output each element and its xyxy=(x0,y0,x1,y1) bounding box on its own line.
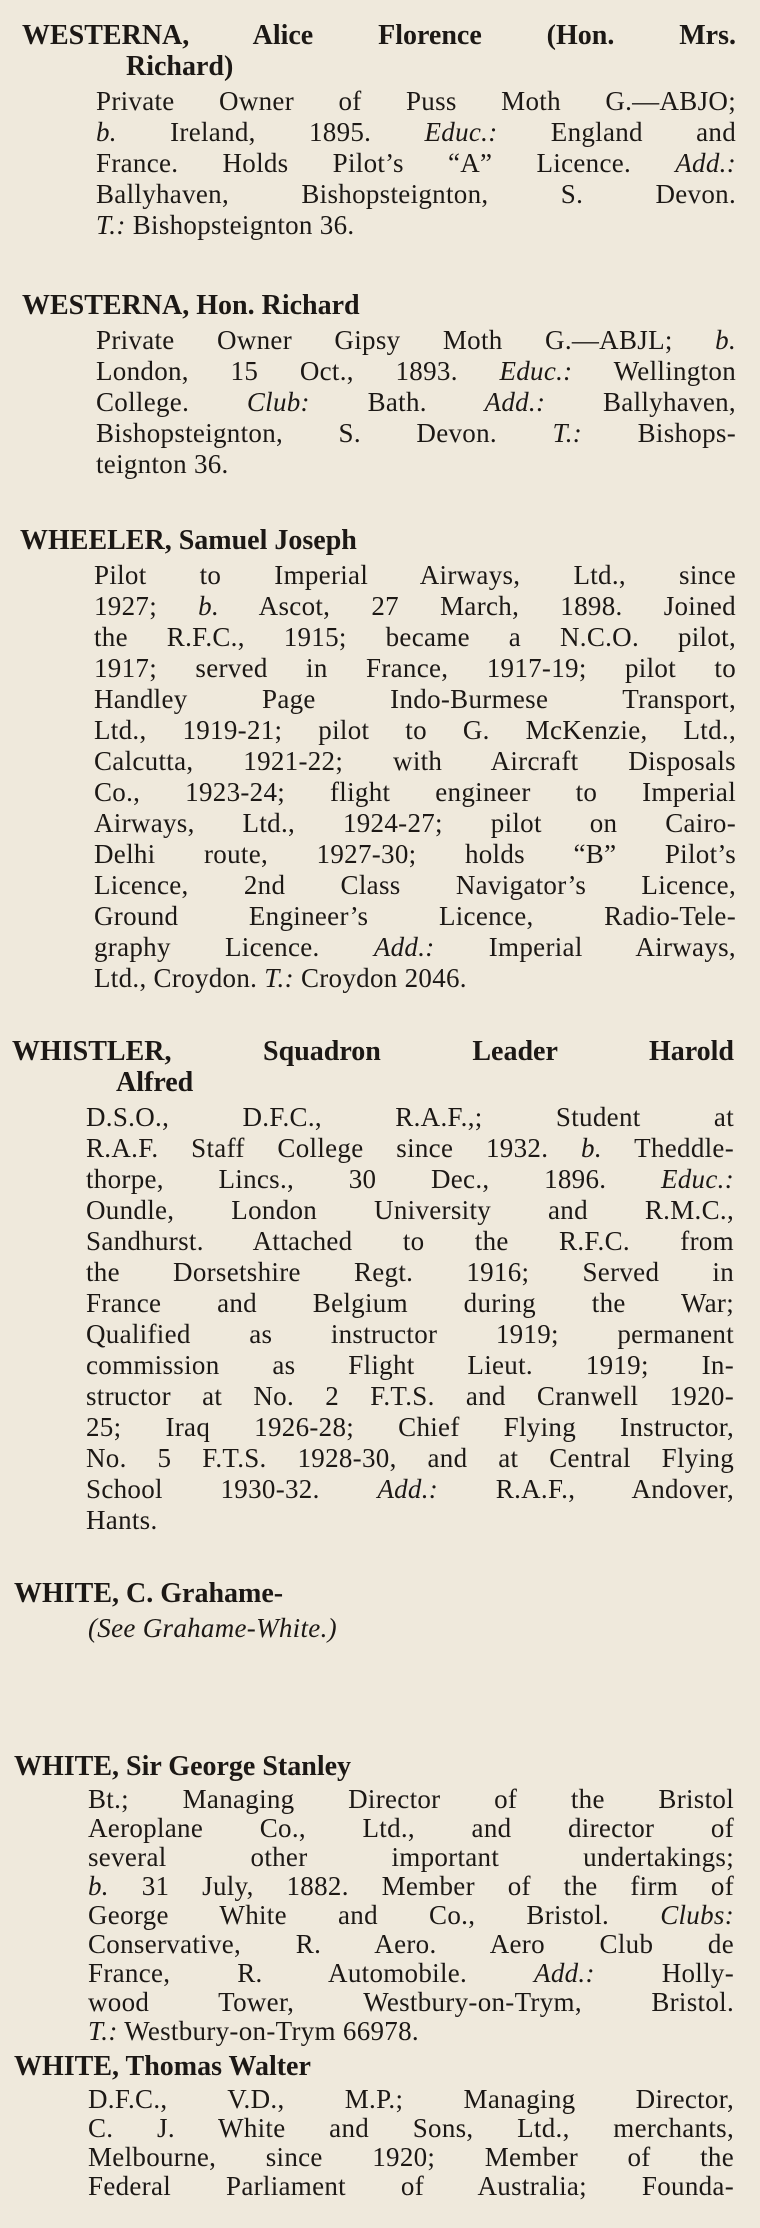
body-line xyxy=(88,1814,734,1843)
entry-heading: Richard) xyxy=(126,51,234,82)
italic-text: Add.: xyxy=(534,1958,595,1988)
italic-text: Club: xyxy=(246,387,310,417)
body-text: the R.F.C., 1915; became a N.C.O. pilot, xyxy=(94,622,736,652)
body-line xyxy=(86,1474,734,1505)
body-line xyxy=(88,2114,734,2143)
body-text: Delhi route, 1927-30; holds “B” Pilot’s xyxy=(94,839,736,869)
body-text: Aeroplane Co., Ltd., and director of xyxy=(88,1813,734,1843)
body-text: R.A.F., Andover, xyxy=(438,1474,734,1504)
italic-text: T.: xyxy=(264,963,294,993)
body-text: Melbourne, since 1920; Member of the xyxy=(88,2142,734,2172)
italic-text: b. xyxy=(88,1871,109,1901)
body-text: Theddle- xyxy=(601,1133,734,1163)
body-text: the Dorsetshire Regt. 1916; Served in xyxy=(86,1257,734,1287)
body-text: Wellington xyxy=(572,356,736,386)
italic-text: Add.: xyxy=(484,387,546,417)
body-line xyxy=(94,777,736,808)
body-text: Croydon 2046. xyxy=(293,963,467,993)
entry-body xyxy=(14,2085,734,2201)
body-text: Licence, 2nd Class Navigator’s Licence, xyxy=(94,870,736,900)
entry-heading: WHITE, C. Grahame- xyxy=(14,1578,284,1609)
body-line xyxy=(86,1102,734,1133)
italic-text: Educ.: xyxy=(499,356,573,386)
body-line xyxy=(88,2085,734,2114)
body-text: England and xyxy=(497,117,736,147)
italic-text: T.: xyxy=(88,2016,118,2046)
italic-text: T.: xyxy=(552,418,583,448)
entry-wheeler-samuel xyxy=(20,525,736,994)
body-text: R.A.F. Staff College since 1932. xyxy=(86,1133,582,1163)
body-line xyxy=(94,653,736,684)
body-text: France, R. Automobile. xyxy=(88,1958,535,1988)
body-line xyxy=(86,1133,734,1164)
italic-text: b. xyxy=(198,591,220,621)
body-line xyxy=(96,418,736,449)
body-text: teignton 36. xyxy=(96,449,229,479)
body-text: structor at No. 2 F.T.S. and Cranwell 1920- xyxy=(86,1381,734,1411)
body-line xyxy=(86,1195,734,1226)
body-line xyxy=(86,1381,734,1412)
italic-text: Educ.: xyxy=(424,117,498,147)
italic-text: b. xyxy=(715,325,736,355)
entry-heading: WHITE, Sir George Stanley xyxy=(14,1751,352,1782)
body-line xyxy=(88,2017,734,2046)
body-line xyxy=(96,86,736,117)
body-line xyxy=(96,179,736,210)
body-text: Bath. xyxy=(309,387,485,417)
body-text: London, 15 Oct., 1893. xyxy=(96,356,500,386)
body-text: Holly- xyxy=(594,1958,734,1988)
entry-heading: WESTERNA, Hon. Richard xyxy=(22,290,360,321)
body-line xyxy=(86,1319,734,1350)
entry-heading: Alfred xyxy=(116,1067,194,1098)
body-line xyxy=(86,1226,734,1257)
body-line xyxy=(88,1959,734,1988)
italic-text: Add.: xyxy=(377,1474,439,1504)
body-line xyxy=(94,746,736,777)
body-line xyxy=(96,117,736,148)
body-text: several other important undertakings; xyxy=(88,1842,734,1872)
body-text: George White and Co., Bristol. xyxy=(88,1900,661,1930)
body-text: Private Owner Gipsy Moth G.—ABJL; xyxy=(96,325,716,355)
italic-text: Clubs: xyxy=(660,1900,734,1930)
entry-body xyxy=(20,560,736,994)
body-line xyxy=(86,1443,734,1474)
body-line xyxy=(88,2172,734,2201)
body-text: Co., 1923-24; flight engineer to Imperial xyxy=(94,777,736,807)
body-text: Calcutta, 1921-22; with Aircraft Disposals xyxy=(94,746,736,776)
body-text: Qualified as instructor 1919; permanent xyxy=(86,1319,734,1349)
body-line xyxy=(96,210,736,241)
entry-heading: WHISTLER, Squadron Leader Harold xyxy=(12,1036,734,1067)
body-text: Westbury-on-Trym 66978. xyxy=(117,2016,419,2046)
body-line xyxy=(96,356,736,387)
body-text: Bishops- xyxy=(582,418,736,448)
body-line xyxy=(94,901,736,932)
body-text: Ltd., 1919-21; pilot to G. McKenzie, Ltd., xyxy=(94,715,736,745)
body-text: Bishopsteignton, S. Devon. xyxy=(96,418,553,448)
body-line xyxy=(86,1505,734,1536)
body-text: Ballyhaven, Bishopsteignton, S. Devon. xyxy=(96,179,736,209)
body-line xyxy=(86,1288,734,1319)
body-line xyxy=(94,963,736,994)
body-text: Hants. xyxy=(86,1505,158,1535)
body-line xyxy=(86,1350,734,1381)
italic-text: Add.: xyxy=(675,148,736,178)
body-text: commission as Flight Lieut. 1919; In- xyxy=(86,1350,734,1380)
body-line xyxy=(88,1843,734,1872)
body-line xyxy=(94,622,736,653)
body-text: Pilot to Imperial Airways, Ltd., since xyxy=(94,560,736,590)
body-line xyxy=(94,591,736,622)
body-line xyxy=(94,808,736,839)
body-line xyxy=(96,325,736,356)
body-line xyxy=(88,1930,734,1959)
body-text: Airways, Ltd., 1924-27; pilot on Cairo- xyxy=(94,808,736,838)
body-text: 31 July, 1882. Member of the firm of xyxy=(108,1871,734,1901)
body-line xyxy=(86,1412,734,1443)
body-line xyxy=(94,932,736,963)
body-text: Ltd., Croydon. xyxy=(94,963,265,993)
body-line xyxy=(88,1613,734,1644)
italic-text: Add.: xyxy=(373,932,435,962)
entry-westerna-richard xyxy=(22,290,736,480)
italic-text: (See Grahame-White.) xyxy=(88,1613,337,1643)
entry-westerna-alice xyxy=(22,20,736,241)
body-line xyxy=(96,148,736,179)
body-text: No. 5 F.T.S. 1928-30, and at Central Flying xyxy=(86,1443,734,1473)
body-text: Handley Page Indo-Burmese Transport, xyxy=(94,684,736,714)
body-text: Bt.; Managing Director of the Bristol xyxy=(88,1784,734,1814)
body-text: Ground Engineer’s Licence, Radio-Tele- xyxy=(94,901,736,931)
entry-heading: WESTERNA, Alice Florence (Hon. Mrs. xyxy=(22,20,736,51)
body-line xyxy=(88,2143,734,2172)
entry-heading: WHEELER, Samuel Joseph xyxy=(20,525,357,556)
body-text: D.F.C., V.D., M.P.; Managing Director, xyxy=(88,2084,734,2114)
entry-body xyxy=(14,1613,734,1644)
entry-white-george xyxy=(14,1752,734,2046)
entry-body xyxy=(22,325,736,480)
body-text: 1917; served in France, 1917-19; pilot to xyxy=(94,653,736,683)
body-line xyxy=(94,684,736,715)
body-text: Ascot, 27 March, 1898. Joined xyxy=(219,591,736,621)
entry-body xyxy=(22,86,736,241)
body-text: Bishopsteignton 36. xyxy=(125,210,355,240)
body-text: Private Owner of Puss Moth G.—ABJO; xyxy=(96,86,736,116)
body-line xyxy=(88,1988,734,2017)
entry-white-grahame xyxy=(14,1578,734,1644)
body-line xyxy=(88,1872,734,1901)
entry-whistler-harold xyxy=(12,1036,734,1536)
body-text: France. Holds Pilot’s “A” Licence. xyxy=(96,148,676,178)
body-line xyxy=(88,1785,734,1814)
body-line xyxy=(86,1164,734,1195)
body-line xyxy=(96,449,736,480)
body-line xyxy=(94,870,736,901)
body-line xyxy=(94,560,736,591)
body-text: Sandhurst. Attached to the R.F.C. from xyxy=(86,1226,734,1256)
body-text: Ireland, 1895. xyxy=(116,117,425,147)
entry-body xyxy=(12,1102,734,1536)
body-text: France and Belgium during the War; xyxy=(86,1288,734,1318)
italic-text: b. xyxy=(581,1133,602,1163)
body-text: Ballyhaven, xyxy=(545,387,736,417)
body-text: graphy Licence. xyxy=(94,932,374,962)
italic-text: T.: xyxy=(96,210,126,240)
body-line xyxy=(86,1257,734,1288)
italic-text: b. xyxy=(96,117,117,147)
body-line xyxy=(96,387,736,418)
italic-text: Educ.: xyxy=(660,1164,734,1194)
body-text: wood Tower, Westbury-on-Trym, Bristol. xyxy=(88,1987,734,2017)
body-text: thorpe, Lincs., 30 Dec., 1896. xyxy=(86,1164,661,1194)
body-text: School 1930-32. xyxy=(86,1474,378,1504)
entry-heading: WHITE, Thomas Walter xyxy=(14,2051,311,2082)
body-line xyxy=(94,839,736,870)
body-text: Conservative, R. Aero. Aero Club de xyxy=(88,1929,734,1959)
body-text: Federal Parliament of Australia; Founda- xyxy=(88,2171,734,2201)
body-line xyxy=(94,715,736,746)
body-text: Imperial Airways, xyxy=(434,932,736,962)
entry-white-thomas xyxy=(14,2052,734,2201)
body-text: 25; Iraq 1926-28; Chief Flying Instructor, xyxy=(86,1412,734,1442)
body-text: C. J. White and Sons, Ltd., merchants, xyxy=(88,2113,734,2143)
entry-body xyxy=(14,1785,734,2046)
body-line xyxy=(88,1901,734,1930)
body-text: College. xyxy=(96,387,247,417)
body-text: Oundle, London University and R.M.C., xyxy=(86,1195,734,1225)
body-text: D.S.O., D.F.C., R.A.F.,; Student at xyxy=(86,1102,734,1132)
body-text: 1927; xyxy=(94,591,199,621)
